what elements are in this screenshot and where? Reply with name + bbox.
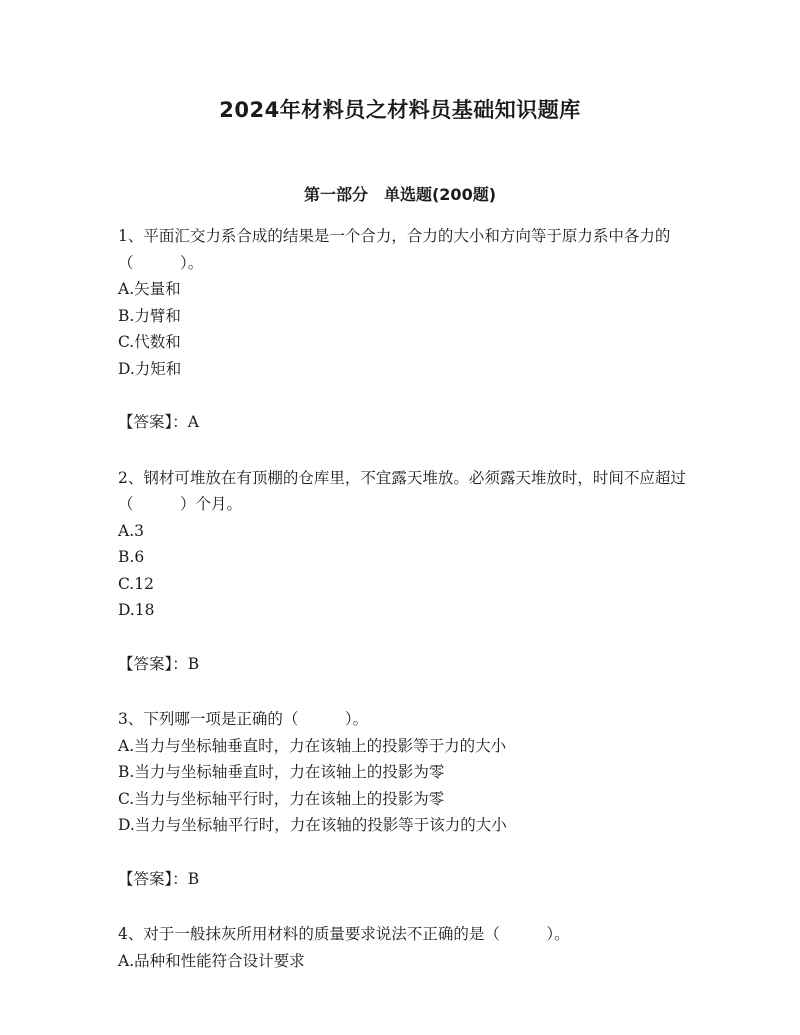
option-b: B.力臂和 — [118, 306, 181, 325]
option-d: D.18 — [118, 601, 155, 619]
option-a: A.矢量和 — [118, 280, 181, 298]
question-stem: 3、下列哪一项是正确的（ ）。 — [118, 710, 369, 728]
section-title: 第一部分 单选题(200题) — [303, 185, 497, 204]
question-stem: 1、平面汇交力系合成的结果是一个合力，合力的大小和方向等于原力系中各力的（ ）。 — [118, 227, 671, 272]
option-c: C.12 — [118, 574, 154, 593]
option-c: C.代数和 — [118, 333, 181, 351]
option-c: C.当力与坐标轴平行时，力在该轴上的投影为零 — [118, 789, 445, 808]
option-a: A.3 — [118, 521, 144, 540]
question-1 — [118, 223, 688, 436]
document-title: 2024年材料员之材料员基础知识题库 — [219, 98, 581, 122]
option-d: D.当力与坐标轴平行时，力在该轴的投影等于该力的大小 — [118, 816, 507, 834]
question-3 — [118, 706, 688, 892]
answer-label: 【答案】： — [118, 869, 188, 888]
question-2 — [118, 465, 688, 678]
answer-label: 【答案】： — [118, 654, 188, 673]
option-b: B.当力与坐标轴垂直时，力在该轴上的投影为零 — [118, 763, 445, 781]
answer-value: B — [187, 869, 200, 888]
option-b: B.6 — [118, 548, 145, 566]
answer-value: B — [187, 654, 200, 673]
option-a: A.品种和性能符合设计要求 — [118, 951, 305, 970]
answer-line — [118, 866, 688, 893]
question-stem: 4、对于一般抹灰所用材料的质量要求说法不正确的是（ ）。 — [118, 925, 570, 943]
option-d: D.力矩和 — [118, 359, 182, 378]
option-a: A.当力与坐标轴垂直时，力在该轴上的投影等于力的大小 — [118, 736, 507, 755]
question-list — [118, 223, 688, 974]
answer-value: A — [187, 413, 199, 431]
question-4 — [118, 921, 688, 974]
answer-line — [118, 651, 688, 678]
question-stem: 2、钢材可堆放在有顶棚的仓库里，不宜露天堆放。必须露天堆放时，时间不应超过（ ）个月。 — [118, 468, 686, 513]
answer-line — [118, 409, 688, 436]
answer-label: 【答案】： — [118, 413, 188, 431]
